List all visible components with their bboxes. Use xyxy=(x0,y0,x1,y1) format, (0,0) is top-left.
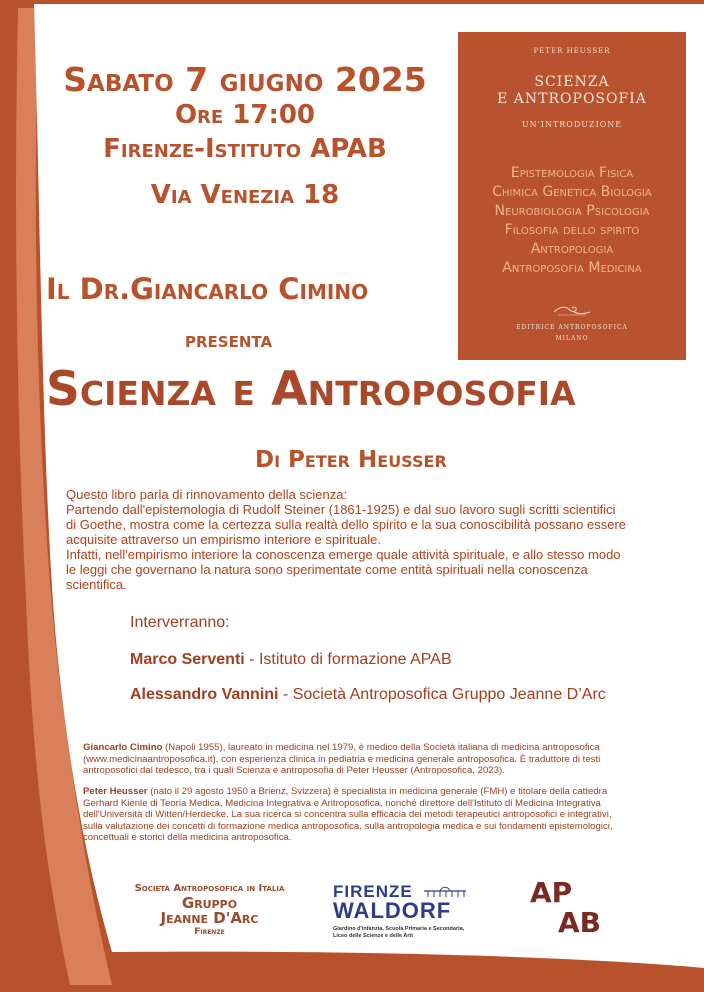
speaker-name: Alessandro Vannini xyxy=(130,686,279,703)
waldorf-tagline-line: Liceo delle Scienze e delle Arti xyxy=(333,933,413,939)
description-line: le leggi che governano la natura sono sperimentate come entità spirituali nella conoscenza xyxy=(66,562,588,577)
bio-line xyxy=(83,786,698,798)
waldorf-logo xyxy=(330,882,490,952)
cover-topic-line: Filosofia dello spirito xyxy=(504,222,640,238)
cover-publisher: EDITRICE ANTROPOSOFICA xyxy=(516,324,628,331)
bio-text: (Napoli 1955), laureato in medicina nel 1979, è medico della Società italiana di medicina antroposofica xyxy=(162,742,600,753)
event-time: Ore 17:00 xyxy=(174,100,316,130)
cover-author: PETER HEUSSER xyxy=(533,47,611,55)
speaker-affiliation: - Società Antroposofica Gruppo Jeanne D’Arc xyxy=(278,686,606,703)
cover-topic-line: Epistemologia Fisica xyxy=(510,165,634,181)
society-logo xyxy=(112,883,307,937)
apab-logo xyxy=(528,876,618,940)
society-logo-line: Gruppo xyxy=(181,894,238,912)
description-line: Questo libro parla di rinnovamento della scienza: xyxy=(66,487,348,502)
presenter-name: Il Dr.Giancarlo Cimino xyxy=(46,272,369,306)
waldorf-tagline-line: Giardino d'infanzia, Scuola Primaria e Secondaria, xyxy=(333,926,465,932)
description-line: Infatti, nell'empirismo interiore la conoscenza emerge quale attività spirituale, e allo stesso modo xyxy=(66,547,621,562)
apab-logo-bottom: AB xyxy=(558,906,602,939)
event-location: Firenze-Istituto APAB xyxy=(103,134,387,164)
bio-text: (www.medicinaantroposofica.it), con esperienza clinica in pediatria e medicina generale antroposofica. È traduttore di testi xyxy=(83,753,601,765)
description-line: di Goethe, mostra come la certezza sulla realtà dello spirito e la sua conoscibilità possano essere xyxy=(66,517,627,532)
swirl-ornament-icon xyxy=(552,302,592,318)
society-logo-line: Jeanne D'Arc xyxy=(160,909,259,927)
speaker-name: Marco Serventi xyxy=(130,651,245,668)
bio-text: dell'Università di Witten/Herdecke. La sua ricerca si concentra sulla efficacia dei metodi terapeutici antroposofici e integrativi, xyxy=(83,809,612,820)
waldorf-logo-line: FIRENZE xyxy=(333,882,413,901)
description-line: Partendo dall'epistemologia di Rudolf Steiner (1861-1925) e dal suo lavoro sugli scritti scientifici xyxy=(66,502,616,517)
speaker-affiliation: - Istituto di formazione APAB xyxy=(244,651,452,668)
cover-topic-line: Antropologia xyxy=(530,241,614,257)
bio-heusser xyxy=(83,786,698,844)
cover-topic-line: Neurobiologia Psicologia xyxy=(494,203,650,219)
speaker-item xyxy=(130,651,452,669)
apab-logo-top: AP xyxy=(530,876,573,909)
bio-name: Peter Heusser xyxy=(83,786,148,797)
bio-text: sulla valutazione dei concetti di formazione medica antroposofica, sulla antropologia medica e sui fondamenti epistemologici, xyxy=(83,820,613,832)
book-author-line: Di Peter Heusser xyxy=(255,447,447,473)
cover-subtitle: UN'INTRODUZIONE xyxy=(521,120,623,129)
bio-text: concettuali e storici della medicina antroposofica. xyxy=(83,832,292,843)
bio-line xyxy=(83,742,698,754)
bio-name: Giancarlo Cimino xyxy=(83,742,163,753)
speakers-heading: Interverranno: xyxy=(130,614,230,631)
bio-cimino xyxy=(83,742,698,777)
description-line: acquisite attraverso un empirismo interiore e spirituale. xyxy=(66,532,382,547)
cover-topics xyxy=(458,164,686,278)
cover-publisher-city: MILANO xyxy=(555,335,589,342)
event-address: Via Venezia 18 xyxy=(150,180,340,210)
book-description xyxy=(66,487,686,592)
bio-text: antroposofici dal tedesco, tra i quali Scienza e antroposofia di Peter Heusser (Antroposofica, 2023). xyxy=(83,765,505,776)
book-cover-image xyxy=(458,32,686,360)
cover-title xyxy=(458,74,686,108)
event-date: Sabato 7 giugno 2025 xyxy=(63,60,427,99)
bio-text: (nato il 29 agosto 1950 a Brienz, Svizzera) è specialista in medicina generale (FMH) e titolare della cattedra xyxy=(147,786,608,797)
cover-topic-line: Chimica Genetica Biologia xyxy=(492,184,652,200)
description-line: scientifica. xyxy=(66,577,127,592)
speaker-item xyxy=(130,686,606,704)
book-title-heading: Scienza e Antroposofia xyxy=(46,362,576,417)
society-logo-line: Società Antroposofica in Italia xyxy=(134,883,285,894)
waldorf-tagline xyxy=(333,926,483,940)
cover-title-line: E ANTROPOSOFIA xyxy=(497,91,647,107)
bio-text: Gerhard Kienle di Teoria Medica, Medicina Integrativa e Antroposofica, nonché direttore dell'Istituto di Medicina Integrativa xyxy=(83,797,601,809)
cover-title-line: SCIENZA xyxy=(534,74,610,90)
cover-topic-line: Antroposofia Medicina xyxy=(502,260,642,276)
waldorf-logo-line: WALDORF xyxy=(333,898,452,923)
waldorf-emblem-icon xyxy=(422,885,468,899)
presents-label: presenta xyxy=(185,328,273,352)
society-logo-line: Firenze xyxy=(194,927,225,937)
